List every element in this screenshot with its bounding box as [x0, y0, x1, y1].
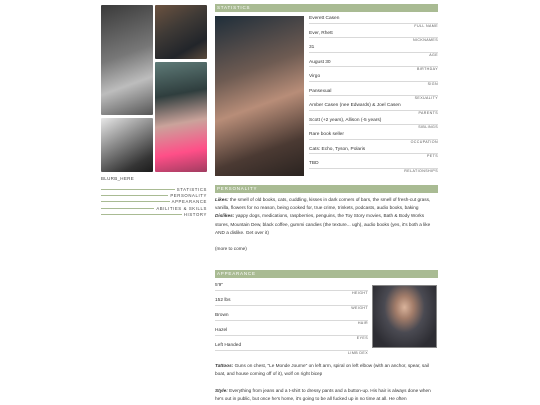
stat-value: Rare book seller	[309, 132, 344, 137]
nav-link-appearance[interactable]: APPEARANCE	[101, 199, 207, 205]
more-to-come-text: (more to come)	[215, 246, 247, 252]
personality-text	[215, 196, 438, 253]
dislikes-text: yappy dogs, medications, raspberries, penguins, the Toy Story movies, Bath & Body Works stores, Mountain Dew, black coffee, gummi candies (the texture... ugh), audio books (yes, it's both a like AND a dislike. Get over it)	[215, 213, 431, 235]
nav-link-personality[interactable]: PERSONALITY	[101, 192, 207, 198]
main-portrait-photo	[215, 16, 304, 176]
appearance-label: LIMB DEX	[348, 350, 368, 355]
stat-row	[309, 16, 438, 31]
nav-link-history[interactable]: HISTORY	[101, 211, 207, 217]
stat-value: Pansexual	[309, 88, 332, 94]
likes-paragraph	[215, 196, 438, 212]
blurb-text: BLURB_HERE	[101, 176, 135, 181]
stat-row	[309, 161, 438, 176]
tattoos-label: Tattoos:	[215, 363, 234, 368]
stat-label: NICKNAMES	[413, 38, 438, 42]
tattoos-paragraph	[215, 362, 438, 378]
stat-label: RELATIONSHIPS	[404, 168, 438, 173]
stat-label: OCCUPATION	[410, 139, 438, 144]
nav-link-abilities[interactable]: ABILITIES & SKILLS	[101, 205, 207, 211]
stat-row	[309, 45, 438, 60]
stat-row	[309, 31, 438, 46]
style-text: Everything from jeans and a t-shirt to dressy pants and a button-up. His hair is always done when he's out in public, but once he's home, it's going to be all fucked up in no time at all. He often	[215, 388, 431, 402]
stat-row	[309, 132, 438, 147]
stat-label: SIBLINGS	[418, 125, 438, 129]
statistics-header: STATISTICS	[215, 4, 438, 12]
style-label: Style:	[215, 388, 228, 393]
stat-row	[309, 60, 438, 75]
stat-value: Ever, Rhett	[309, 30, 333, 36]
appearance-row	[215, 313, 368, 328]
portrait-photo-1	[101, 5, 153, 115]
appearance-list	[215, 283, 368, 358]
appearance-label: WEIGHT	[351, 305, 368, 310]
stat-row	[309, 103, 438, 118]
appearance-row	[215, 328, 368, 343]
appearance-photo	[372, 285, 437, 348]
likes-label: Likes:	[215, 197, 229, 202]
personality-header: PERSONALITY	[215, 185, 438, 193]
stat-label: SIGN	[427, 81, 438, 86]
portrait-photo-4	[101, 118, 153, 172]
likes-text: the smell of old books, cats, cuddling, kisses in dark corners of bars, the smell of fresh-cut grass, vanilla, flowers for no reason, being cooked for, true crime, trinkets, podcasts, audio books, baking	[215, 197, 431, 211]
stat-row	[309, 89, 438, 104]
stat-row	[309, 74, 438, 89]
stat-value: August 30	[309, 59, 331, 65]
appearance-header: APPEARANCE	[215, 270, 438, 278]
stat-label: PETS	[427, 154, 438, 158]
section-nav	[101, 186, 207, 217]
stat-value: TBD	[309, 161, 319, 166]
dislikes-paragraph	[215, 212, 438, 237]
stat-value: Amber Casen (nee Edwards) & Joel Casen	[309, 103, 401, 108]
appearance-value: Brown	[215, 313, 229, 318]
stat-value: Everett Casen	[309, 16, 340, 21]
stat-value: Cats: Echo, Tyson, Polaris	[309, 146, 366, 152]
appearance-row	[215, 283, 368, 298]
appearance-value: Hazel	[215, 328, 228, 333]
nav-link-statistics[interactable]: STATISTICS	[101, 186, 207, 192]
stat-label: SEXUALITY	[414, 96, 438, 100]
appearance-label: EYES	[356, 335, 368, 340]
stat-label: AGE	[429, 52, 438, 57]
stat-value: 31	[309, 45, 315, 50]
appearance-label: HAIR	[357, 320, 368, 325]
appearance-value: 152 lbs	[215, 298, 231, 303]
appearance-row	[215, 343, 368, 358]
dislikes-label: Dislikes:	[215, 213, 235, 219]
tattoos-text: Guns on chest, "Le Monde Journe" on left arm, spiral on left elbow (with an anchor, spear, sail boat, and house coming off of it), wolf on right bicep	[215, 363, 429, 377]
style-paragraph	[215, 387, 438, 403]
stat-row	[309, 118, 438, 133]
appearance-label: HEIGHT	[352, 290, 368, 295]
appearance-value: 5'9"	[215, 283, 223, 288]
stat-label: BIRTHDAY	[416, 67, 438, 71]
stat-label: FULL NAME	[414, 23, 438, 28]
statistics-list	[309, 16, 438, 176]
stat-value: Virgo	[309, 74, 321, 79]
stat-value: Scott (+2 years), Allison (-5 years)	[309, 117, 382, 123]
portrait-photo-3	[155, 62, 207, 172]
stat-label: PARENTS	[418, 110, 438, 115]
stat-row	[309, 147, 438, 162]
appearance-value: Left Handed	[215, 343, 242, 348]
appearance-row	[215, 298, 368, 313]
portrait-photo-2	[155, 5, 207, 59]
